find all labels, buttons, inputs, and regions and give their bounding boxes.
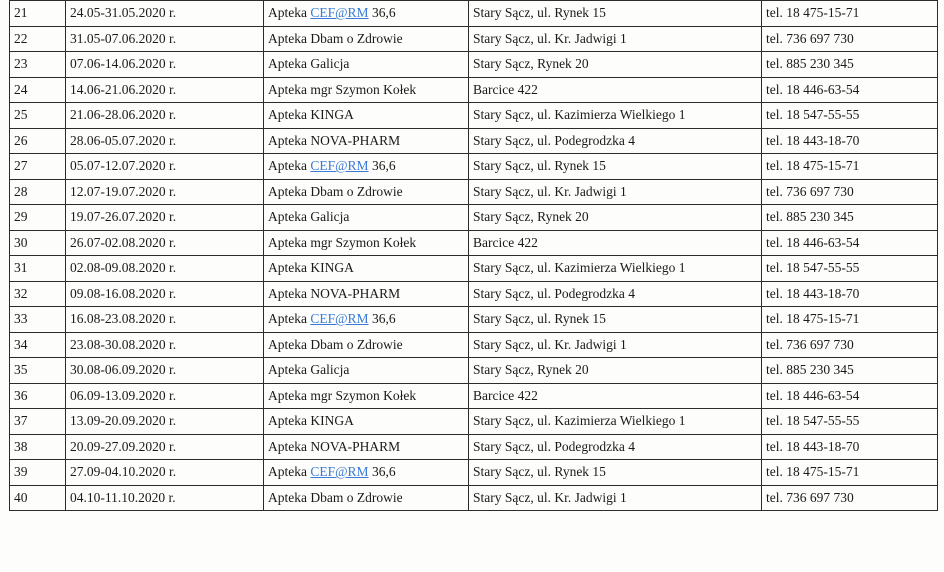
duty-dates-cell: 12.07-19.07.2020 r. [66,179,264,205]
pharmacy-name-text: Apteka KINGA [268,107,354,123]
row-number-cell: 36 [10,383,66,409]
pharmacy-name-cell [264,77,469,103]
address-cell: Stary Sącz, ul. Podegrodzka 4 [469,434,762,460]
duty-dates-cell: 30.08-06.09.2020 r. [66,358,264,384]
address-cell: Stary Sącz, ul. Kr. Jadwigi 1 [469,26,762,52]
address-cell: Stary Sącz, ul. Kr. Jadwigi 1 [469,179,762,205]
pharmacy-name-text: Apteka Dbam o Zdrowie [268,336,403,352]
table-row [10,383,938,409]
address-cell: Stary Sącz, ul. Rynek 15 [469,307,762,333]
row-number-cell: 40 [10,485,66,511]
row-number-cell: 24 [10,77,66,103]
duty-dates-cell: 06.09-13.09.2020 r. [66,383,264,409]
phone-cell: tel. 885 230 345 [762,358,938,384]
pharmacy-name-text: Apteka mgr Szymon Kołek [268,234,417,250]
phone-cell: tel. 18 475-15-71 [762,460,938,486]
row-number-cell: 39 [10,460,66,486]
pharmacy-name-text: Apteka [268,311,311,327]
table-row [10,485,938,511]
pharmacy-name-text: Apteka [268,464,311,480]
pharmacy-name-cell [264,358,469,384]
table-row [10,154,938,180]
table-row [10,409,938,435]
address-cell: Stary Sącz, ul. Podegrodzka 4 [469,281,762,307]
pharmacy-name-suffix: 36,6 [368,5,396,21]
duty-dates-cell: 26.07-02.08.2020 r. [66,230,264,256]
pharmacy-name-text: Apteka mgr Szymon Kołek [268,387,417,403]
table-row [10,434,938,460]
address-cell: Stary Sącz, ul. Kazimierza Wielkiego 1 [469,103,762,129]
pharmacy-name-cell [264,383,469,409]
address-cell: Stary Sącz, ul. Rynek 15 [469,460,762,486]
row-number-cell: 22 [10,26,66,52]
duty-dates-cell: 20.09-27.09.2020 r. [66,434,264,460]
phone-cell: tel. 18 475-15-71 [762,1,938,27]
row-number-cell: 33 [10,307,66,333]
pharmacy-name-link[interactable]: CEF@RM [310,464,369,480]
duty-dates-cell: 23.08-30.08.2020 r. [66,332,264,358]
duty-dates-cell: 14.06-21.06.2020 r. [66,77,264,103]
pharmacy-name-cell [264,154,469,180]
duty-dates-cell: 04.10-11.10.2020 r. [66,485,264,511]
address-cell: Stary Sącz, ul. Kazimierza Wielkiego 1 [469,409,762,435]
pharmacy-name-text: Apteka Galicja [268,56,350,72]
phone-cell: tel. 18 547-55-55 [762,409,938,435]
table-row [10,230,938,256]
pharmacy-name-cell [264,256,469,282]
pharmacy-name-cell [264,128,469,154]
address-cell: Stary Sącz, ul. Kazimierza Wielkiego 1 [469,256,762,282]
pharmacy-name-text: Apteka Galicja [268,362,350,378]
phone-cell: tel. 18 446-63-54 [762,77,938,103]
duty-table-body [10,1,938,511]
phone-cell: tel. 885 230 345 [762,205,938,231]
pharmacy-name-cell [264,1,469,27]
row-number-cell: 26 [10,128,66,154]
pharmacy-name-cell [264,26,469,52]
address-cell: Stary Sącz, ul. Kr. Jadwigi 1 [469,485,762,511]
pharmacy-name-text: Apteka mgr Szymon Kołek [268,81,417,97]
table-row [10,103,938,129]
table-row [10,460,938,486]
duty-dates-cell: 19.07-26.07.2020 r. [66,205,264,231]
row-number-cell: 21 [10,1,66,27]
phone-cell: tel. 736 697 730 [762,485,938,511]
phone-cell: tel. 736 697 730 [762,179,938,205]
pharmacy-name-cell [264,434,469,460]
table-row [10,179,938,205]
duty-dates-cell: 27.09-04.10.2020 r. [66,460,264,486]
pharmacy-name-suffix: 36,6 [368,158,396,174]
table-row [10,77,938,103]
duty-dates-cell: 16.08-23.08.2020 r. [66,307,264,333]
address-cell: Stary Sącz, Rynek 20 [469,358,762,384]
row-number-cell: 25 [10,103,66,129]
phone-cell: tel. 18 475-15-71 [762,154,938,180]
pharmacy-name-cell [264,332,469,358]
pharmacy-name-text: Apteka KINGA [268,413,354,429]
row-number-cell: 38 [10,434,66,460]
duty-dates-cell: 09.08-16.08.2020 r. [66,281,264,307]
table-row [10,256,938,282]
phone-cell: tel. 18 446-63-54 [762,230,938,256]
pharmacy-name-text: Apteka [268,5,311,21]
duty-dates-cell: 05.07-12.07.2020 r. [66,154,264,180]
address-cell: Barcice 422 [469,230,762,256]
address-cell: Stary Sącz, ul. Rynek 15 [469,1,762,27]
phone-cell: tel. 18 443-18-70 [762,281,938,307]
address-cell: Stary Sącz, Rynek 20 [469,205,762,231]
row-number-cell: 28 [10,179,66,205]
address-cell: Barcice 422 [469,77,762,103]
row-number-cell: 31 [10,256,66,282]
table-row [10,1,938,27]
table-row [10,205,938,231]
pharmacy-name-cell [264,281,469,307]
pharmacy-name-link[interactable]: CEF@RM [310,311,369,327]
phone-cell: tel. 18 547-55-55 [762,256,938,282]
table-row [10,358,938,384]
pharmacy-name-cell [264,103,469,129]
duty-dates-cell: 07.06-14.06.2020 r. [66,52,264,78]
pharmacy-duty-table [9,0,938,511]
phone-cell: tel. 18 443-18-70 [762,434,938,460]
pharmacy-name-text: Apteka Dbam o Zdrowie [268,183,403,199]
phone-cell: tel. 18 443-18-70 [762,128,938,154]
row-number-cell: 27 [10,154,66,180]
duty-dates-cell: 31.05-07.06.2020 r. [66,26,264,52]
table-row [10,26,938,52]
pharmacy-name-cell [264,307,469,333]
pharmacy-name-suffix: 36,6 [368,311,396,327]
pharmacy-name-text: Apteka Dbam o Zdrowie [268,30,403,46]
table-row [10,52,938,78]
phone-cell: tel. 18 475-15-71 [762,307,938,333]
pharmacy-name-cell [264,230,469,256]
duty-dates-cell: 24.05-31.05.2020 r. [66,1,264,27]
duty-dates-cell: 21.06-28.06.2020 r. [66,103,264,129]
row-number-cell: 37 [10,409,66,435]
row-number-cell: 32 [10,281,66,307]
phone-cell: tel. 18 446-63-54 [762,383,938,409]
pharmacy-name-cell [264,460,469,486]
table-row [10,332,938,358]
table-row [10,307,938,333]
phone-cell: tel. 736 697 730 [762,26,938,52]
pharmacy-name-cell [264,485,469,511]
phone-cell: tel. 18 547-55-55 [762,103,938,129]
address-cell: Stary Sącz, Rynek 20 [469,52,762,78]
pharmacy-name-link[interactable]: CEF@RM [310,5,369,21]
pharmacy-name-text: Apteka Dbam o Zdrowie [268,489,403,505]
row-number-cell: 29 [10,205,66,231]
row-number-cell: 23 [10,52,66,78]
phone-cell: tel. 885 230 345 [762,52,938,78]
address-cell: Stary Sącz, ul. Podegrodzka 4 [469,128,762,154]
table-row [10,281,938,307]
address-cell: Stary Sącz, ul. Rynek 15 [469,154,762,180]
duty-dates-cell: 02.08-09.08.2020 r. [66,256,264,282]
pharmacy-name-cell [264,205,469,231]
pharmacy-name-link[interactable]: CEF@RM [310,158,369,174]
address-cell: Stary Sącz, ul. Kr. Jadwigi 1 [469,332,762,358]
table-row [10,128,938,154]
phone-cell: tel. 736 697 730 [762,332,938,358]
pharmacy-name-text: Apteka Galicja [268,209,350,225]
duty-dates-cell: 13.09-20.09.2020 r. [66,409,264,435]
pharmacy-name-text: Apteka [268,158,311,174]
pharmacy-name-suffix: 36,6 [368,464,396,480]
pharmacy-name-cell [264,52,469,78]
pharmacy-name-cell [264,409,469,435]
pharmacy-name-text: Apteka NOVA-PHARM [268,438,401,454]
row-number-cell: 34 [10,332,66,358]
pharmacy-name-text: Apteka NOVA-PHARM [268,132,401,148]
address-cell: Barcice 422 [469,383,762,409]
pharmacy-name-text: Apteka KINGA [268,260,354,276]
pharmacy-name-cell [264,179,469,205]
duty-dates-cell: 28.06-05.07.2020 r. [66,128,264,154]
row-number-cell: 30 [10,230,66,256]
pharmacy-name-text: Apteka NOVA-PHARM [268,285,401,301]
row-number-cell: 35 [10,358,66,384]
